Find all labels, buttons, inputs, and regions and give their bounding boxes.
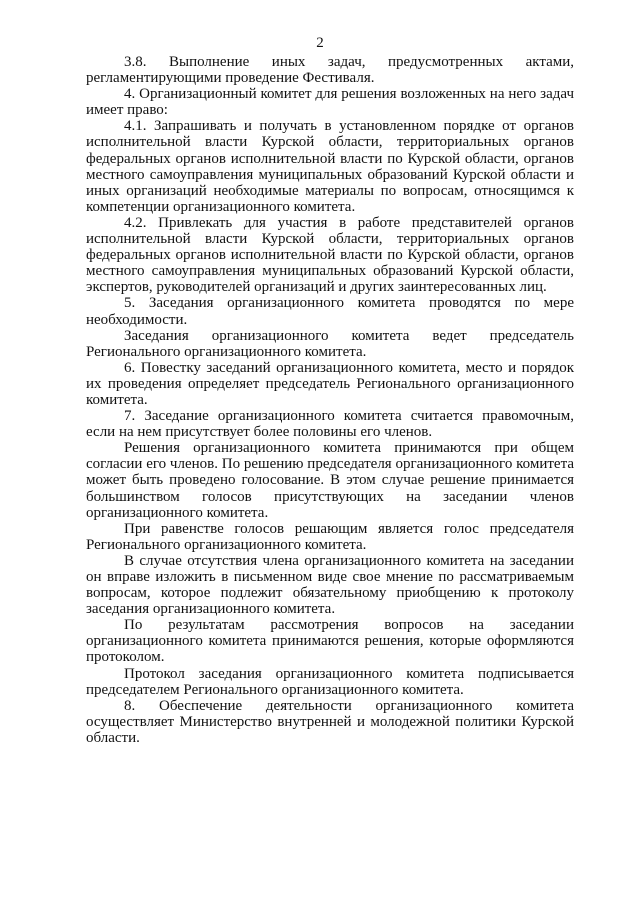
paragraph-8: 8. Обеспечение деятельности организационного комитета осуществляет Министерство внутренней и молодежной политики Курской области.	[86, 697, 574, 746]
paragraph-7: 7. Заседание организационного комитета считается правомочным, если на нем присутствует более половины его членов.	[86, 408, 574, 441]
page-number: 2	[316, 35, 324, 51]
paragraph-4-2: 4.2. Привлекать для участия в работе представителей органов исполнительной власти Курской области, территориальных органов федеральных органов исполнительной власти по Курской области, органов местного самоуправления муниципальных образований Курской области, экспертов, руководителей организаций и других заинтересованных лиц.	[86, 214, 574, 296]
paragraph-7-decisions: Решения организационного комитета принимаются при общем согласии его членов. По решению председателя организационного комитета может быть проведено голосование. В этом случае решение принимается большинством голосов присутствующих на заседании членов организационного комитета.	[86, 440, 574, 521]
document-body	[86, 54, 574, 746]
paragraph-7-absence: В случае отсутствия члена организационного комитета на заседании он вправе изложить в письменном виде свое мнение по рассматриваемым вопросам, которое подлежит обязательному приобщению к протоколу заседания организационного комитета.	[86, 552, 574, 618]
paragraph-4-1: 4.1. Запрашивать и получать в установленном порядке от органов исполнительной власти Курской области, территориальных органов федеральных органов исполнительной власти по Курской области, органов местного самоуправления муниципальных образований Курской области и иных организаций необходимые материалы по вопросам, относящимся к компетенции организационного комитета.	[86, 118, 574, 215]
paragraph-3-8: 3.8. Выполнение иных задач, предусмотренных актами, регламентирующими проведение Фестиваля.	[86, 54, 574, 87]
paragraph-4: 4. Организационный комитет для решения возложенных на него задач имеет право:	[86, 86, 574, 119]
paragraph-7-protocol: Протокол заседания организационного комитета подписывается председателем Регионального организационного комитета.	[86, 665, 574, 698]
paragraph-6: 6. Повестку заседаний организационного комитета, место и порядок их проведения определяет председатель Регионального организационного комитета.	[86, 359, 574, 408]
paragraph-5-chair: Заседания организационного комитета ведет председатель Регионального организационного комитета.	[86, 327, 574, 360]
paragraph-7-results: По результатам рассмотрения вопросов на заседании организационного комитета принимаются решения, которые оформляются протоколом.	[86, 617, 574, 666]
paragraph-7-tie: При равенстве голосов решающим является голос председателя Регионального организационного комитета.	[86, 520, 574, 553]
paragraph-5: 5. Заседания организационного комитета проводятся по мере необходимости.	[86, 295, 574, 328]
